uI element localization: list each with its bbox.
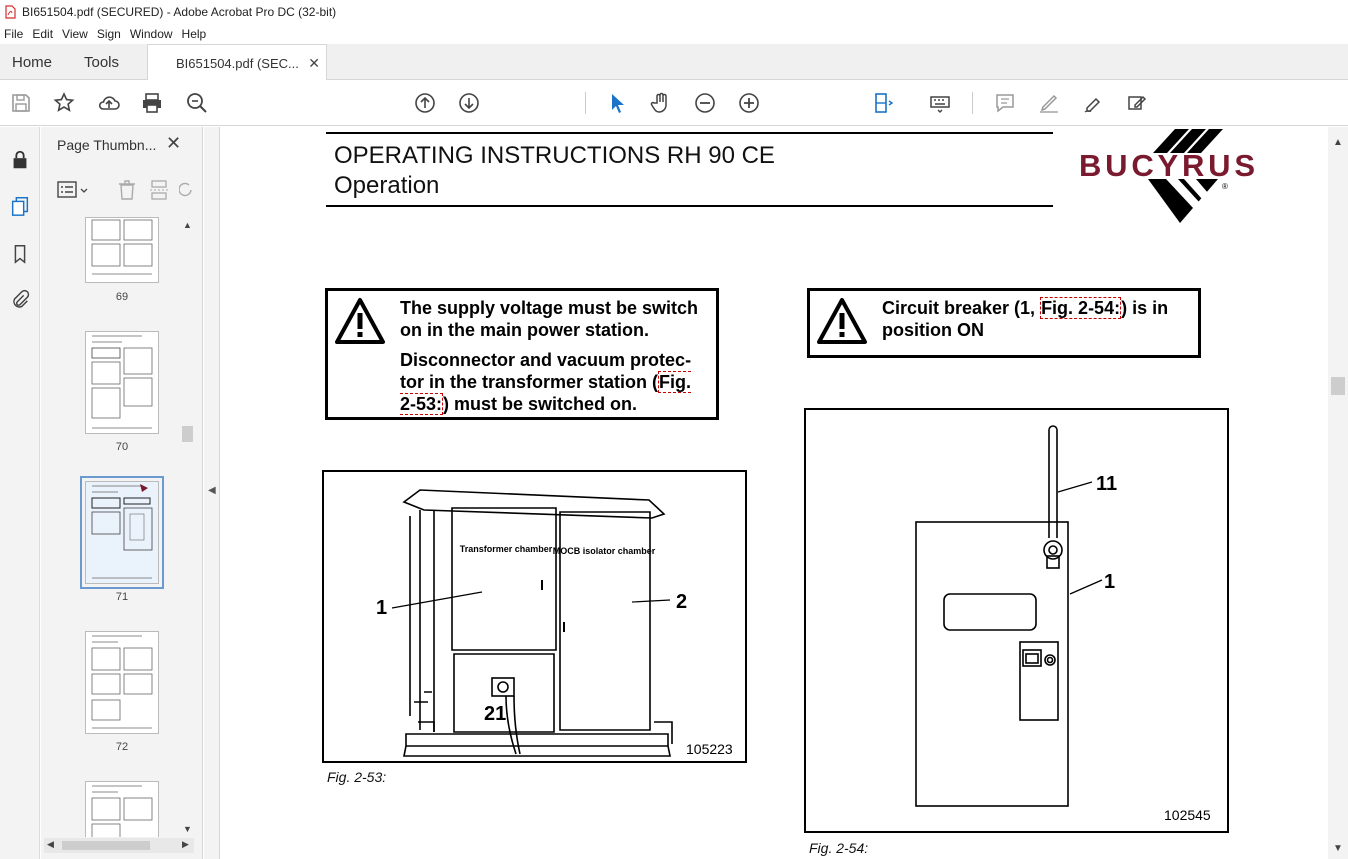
thumbnail-label: 71 xyxy=(115,591,129,603)
highlight-pen-icon[interactable] xyxy=(1035,89,1063,117)
figure-caption: Fig. 2-54: xyxy=(809,840,869,856)
scroll-down-icon[interactable]: ▼ xyxy=(1333,843,1343,854)
thumbnail-label: 69 xyxy=(115,291,129,303)
warning-line-1: The supply voltage must be switch on in the main power station. xyxy=(400,298,699,340)
document-view[interactable] xyxy=(220,127,1328,859)
close-panel-icon[interactable]: ✕ xyxy=(166,133,182,153)
transformer-station-drawing xyxy=(324,472,745,761)
print-icon[interactable] xyxy=(138,89,166,117)
svg-text:®: ® xyxy=(1222,182,1228,191)
hand-tool-icon[interactable] xyxy=(647,89,675,117)
menu-bar xyxy=(0,24,1348,44)
comment-icon[interactable] xyxy=(991,89,1019,117)
warning-box-supply-voltage xyxy=(325,288,719,420)
warning-box-circuit-breaker xyxy=(807,288,1201,358)
figure-2-54 xyxy=(804,408,1229,833)
warning-triangle-icon xyxy=(334,297,386,345)
next-page-icon[interactable] xyxy=(455,89,483,117)
callout-1: 1 xyxy=(376,597,388,619)
callout-1: 1 xyxy=(1104,571,1116,593)
thumbnail-toolbar xyxy=(55,177,195,203)
thumbnail-page-73[interactable] xyxy=(85,781,159,837)
fig-2-53-link[interactable]: Fig. 2-53: xyxy=(400,372,692,414)
figure-2-53 xyxy=(322,470,747,763)
delete-icon[interactable] xyxy=(117,179,137,201)
tab-document-label: BI651504.pdf (SEC... xyxy=(176,55,299,71)
document-header xyxy=(334,141,775,201)
thumbnail-page-72[interactable] xyxy=(85,631,159,734)
menu-file[interactable]: File xyxy=(4,27,24,41)
thumbnail-page-71[interactable] xyxy=(85,481,159,584)
thumbnail-panel-title: Page Thumbn... xyxy=(57,137,157,153)
scroll-up-icon[interactable]: ▲ xyxy=(1333,137,1343,148)
acrobat-icon xyxy=(4,5,16,19)
menu-edit[interactable]: Edit xyxy=(32,27,54,41)
menu-window[interactable]: Window xyxy=(129,27,173,41)
window-title: BI651504.pdf (SECURED) - Adobe Acrobat Pro DC (32-bit) xyxy=(22,5,337,19)
attachment-icon[interactable] xyxy=(7,287,33,313)
previous-page-icon[interactable] xyxy=(411,89,439,117)
rotate-icon[interactable] xyxy=(179,181,193,199)
scrollbar-thumb[interactable] xyxy=(1331,377,1345,395)
header-subtitle: Operation xyxy=(334,172,440,199)
toolbar-divider xyxy=(585,92,586,114)
extract-pages-icon[interactable] xyxy=(149,179,171,201)
bookmark-star-icon[interactable] xyxy=(50,89,78,117)
menu-help[interactable]: Help xyxy=(181,27,207,41)
figure-number: 105223 xyxy=(686,741,733,757)
menu-view[interactable]: View xyxy=(62,27,88,41)
close-tab-icon[interactable]: ✕ xyxy=(308,55,320,71)
thumbnail-label: 70 xyxy=(115,441,129,453)
figure-caption: Fig. 2-53: xyxy=(327,769,387,785)
page-fit-icon[interactable] xyxy=(870,89,898,117)
header-rule xyxy=(326,205,1053,207)
callout-21: 21 xyxy=(484,703,507,725)
warning-line-2: Disconnector and vacuum protec-tor in the transformer station (Fig. 2-53:) must be switched on. xyxy=(400,350,692,414)
warning-text: Circuit breaker (1, Fig. 2-54:) is in position ON xyxy=(882,298,1169,340)
left-rail xyxy=(0,127,40,859)
transformer-chamber-label: Transformer chamber xyxy=(459,544,553,554)
tab-home[interactable]: Home xyxy=(12,53,53,71)
toolbar-divider xyxy=(972,92,973,114)
fig-2-54-link[interactable]: Fig. 2-54: xyxy=(1041,298,1121,318)
select-cursor-icon[interactable] xyxy=(603,89,631,117)
logo-text: BUCYRUS xyxy=(1080,148,1255,183)
menu-sign[interactable]: Sign xyxy=(96,27,121,41)
callout-2: 2 xyxy=(676,591,688,613)
thumbnail-hscrollbar[interactable]: ◀ ▶ xyxy=(44,838,194,853)
tab-document[interactable] xyxy=(147,44,327,81)
lock-icon[interactable] xyxy=(7,147,33,173)
thumbnail-label: 72 xyxy=(115,741,129,753)
warning-text xyxy=(400,297,712,415)
callout-11: 11 xyxy=(1096,473,1118,495)
title-bar xyxy=(0,0,1348,24)
collapse-panel-button[interactable]: ◀ xyxy=(204,127,220,859)
document-scrollbar[interactable] xyxy=(1328,127,1348,859)
figure-number: 102545 xyxy=(1164,807,1211,823)
warning-triangle-icon xyxy=(816,297,868,345)
header-rule xyxy=(326,132,1053,134)
mocb-chamber-label: MOCB isolator chamber xyxy=(552,546,656,556)
tab-tools[interactable]: Tools xyxy=(84,53,120,71)
thumbnail-page-70[interactable] xyxy=(85,331,159,434)
header-title: OPERATING INSTRUCTIONS RH 90 CE xyxy=(334,142,775,169)
thumbnail-page-69[interactable] xyxy=(85,217,159,283)
toolbar xyxy=(0,80,1348,126)
zoom-out-icon[interactable] xyxy=(691,89,719,117)
keyboard-icon[interactable] xyxy=(926,89,954,117)
circuit-breaker-drawing xyxy=(806,410,1227,831)
save-icon[interactable] xyxy=(7,89,35,117)
thumbnail-list xyxy=(41,217,181,837)
bucyrus-logo xyxy=(1080,127,1260,227)
logo-mark xyxy=(1080,127,1260,227)
bookmark-icon[interactable] xyxy=(7,241,33,267)
fill-sign-icon[interactable] xyxy=(1123,89,1151,117)
cloud-upload-icon[interactable] xyxy=(95,89,123,117)
thumbnail-scrollbar[interactable]: ▲ ▼ xyxy=(180,218,195,838)
search-zoom-icon[interactable] xyxy=(183,89,211,117)
zoom-in-icon[interactable] xyxy=(735,89,763,117)
draw-icon[interactable] xyxy=(1079,89,1107,117)
tab-bar xyxy=(0,44,1348,80)
thumbnail-options-icon[interactable] xyxy=(57,180,91,200)
thumbnail-panel xyxy=(41,127,203,859)
pages-icon[interactable] xyxy=(7,193,33,219)
